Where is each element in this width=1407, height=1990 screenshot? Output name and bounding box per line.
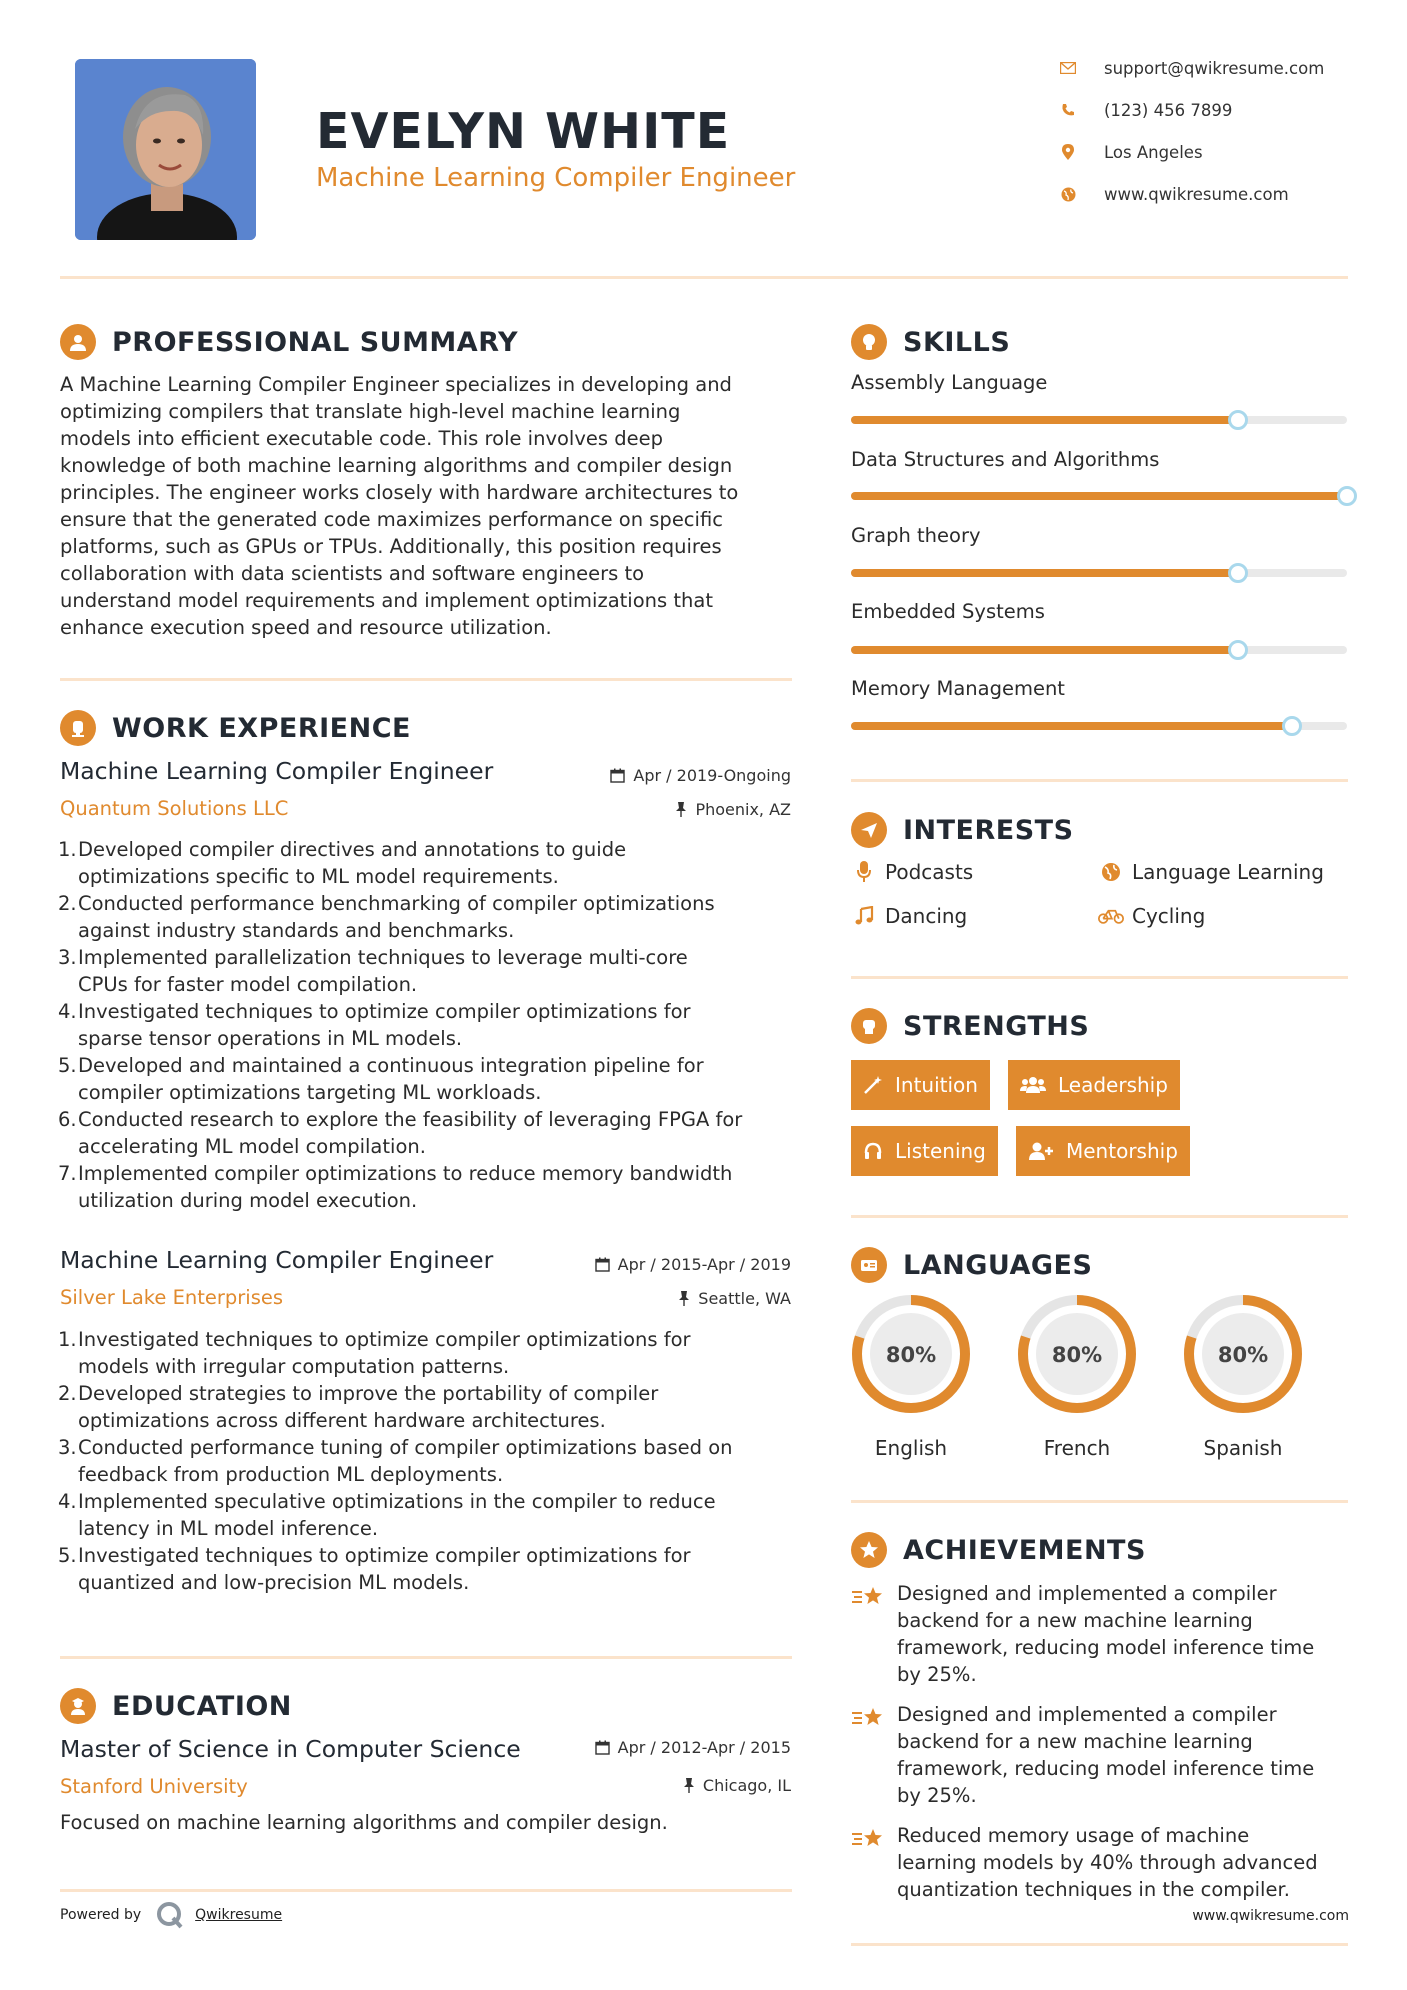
phone-text: (123) 456 7899: [1104, 100, 1233, 120]
pushpin-icon: [683, 1778, 695, 1793]
shooting-star-icon: [851, 1580, 887, 1688]
achievement-line: quantization techniques in the compiler.: [897, 1878, 1290, 1901]
interest-label: Language Learning: [1132, 860, 1324, 884]
interest-item: [1098, 904, 1205, 928]
footer-website[interactable]: www.qwikresume.com: [1192, 1908, 1349, 1924]
language-ring: [1015, 1292, 1139, 1416]
language-item: [1015, 1292, 1139, 1460]
list-item: [60, 1488, 800, 1542]
bullet-line: Implemented speculative optimizations in the compiler to reduce: [78, 1490, 716, 1513]
bicycle-icon: [1098, 907, 1124, 925]
interests-divider: [851, 976, 1348, 979]
achievements-heading: [851, 1532, 1146, 1568]
bullet-line: Conducted research to explore the feasibility of leveraging FPGA for: [78, 1108, 743, 1131]
job-title: Machine Learning Compiler Engineer: [60, 757, 494, 785]
achievement-text: [897, 1822, 1357, 1903]
contact-email[interactable]: [1058, 58, 1324, 78]
job-responsibilities: [60, 1326, 800, 1596]
footer-divider: [851, 1943, 1348, 1946]
education-title: EDUCATION: [112, 1690, 292, 1722]
contact-phone[interactable]: [1058, 100, 1232, 120]
job-responsibilities: [60, 836, 800, 1214]
calendar-icon: [595, 1257, 610, 1272]
summary-line: A Machine Learning Compiler Engineer specializes in developing and: [60, 373, 732, 396]
bullet-line: quantized and low-precision ML models.: [78, 1571, 470, 1594]
bullet-line: optimizations across different hardware architectures.: [78, 1409, 606, 1432]
bullet-line: Investigated techniques to optimize compiler optimizations for: [78, 1328, 691, 1351]
list-item: [60, 1326, 800, 1380]
bullet-line: Investigated techniques to optimize compiler optimizations for: [78, 1000, 691, 1023]
list-item: [60, 890, 800, 944]
summary-line: knowledge of both machine learning algorithms and compiler design: [60, 454, 733, 477]
bullet-line: Developed compiler directives and annotations to guide: [78, 838, 627, 861]
bullet-line: latency in ML model inference.: [78, 1517, 379, 1540]
pushpin-icon: [675, 802, 687, 817]
skill-bar: [851, 416, 1347, 424]
list-item: [60, 1542, 800, 1596]
paper-plane-icon: [851, 812, 887, 848]
list-item: [60, 1380, 800, 1434]
achievement-item: [851, 1701, 1357, 1809]
language-percent: 80%: [1217, 1343, 1269, 1367]
graduation-icon: [60, 1688, 96, 1724]
list-item: [60, 836, 800, 890]
skill-bar: [851, 569, 1347, 577]
map-pin-icon: [1058, 142, 1078, 162]
achievement-line: backend for a new machine learning: [897, 1730, 1253, 1753]
skill-bar-fill: [851, 722, 1292, 730]
bullet-line: Developed and maintained a continuous integration pipeline for: [78, 1054, 704, 1077]
skill-label: Memory Management: [851, 677, 1065, 700]
summary-title: PROFESSIONAL SUMMARY: [112, 326, 519, 358]
summary-line: collaboration with data scientists and software engineers to: [60, 562, 645, 585]
bullet-line: against industry standards and benchmarks.: [78, 919, 515, 942]
degree-title: Master of Science in Computer Science: [60, 1735, 521, 1763]
language-name: English: [874, 1436, 948, 1460]
language-name: French: [1043, 1436, 1111, 1460]
strength-label: Mentorship: [1066, 1139, 1178, 1163]
job-dates: [610, 766, 791, 785]
strength-chip: [1008, 1060, 1180, 1110]
language-percent: 80%: [885, 1343, 937, 1367]
candidate-name: EVELYN WHITE: [316, 103, 731, 160]
dates-text: Apr / 2015-Apr / 2019: [617, 1255, 791, 1274]
list-item: [60, 1052, 800, 1106]
microphone-icon: [851, 861, 877, 883]
globe-icon: [1098, 862, 1124, 882]
job-dates: [595, 1255, 791, 1274]
languages-heading: [851, 1247, 1092, 1283]
language-item: [1181, 1292, 1305, 1460]
header-divider: [60, 276, 1348, 279]
language-ring: [1181, 1292, 1305, 1416]
job-location: [678, 1289, 791, 1308]
education-note: Focused on machine learning algorithms and compiler design.: [60, 1811, 668, 1834]
interest-item: [1098, 860, 1324, 884]
star-badge-icon: [851, 1532, 887, 1568]
bullet-line: Developed strategies to improve the portability of compiler: [78, 1382, 659, 1405]
powered-by: [60, 1900, 282, 1930]
achievement-line: framework, reducing model inference time: [897, 1757, 1315, 1780]
skill-label: Embedded Systems: [851, 600, 1045, 623]
location-text: Phoenix, AZ: [695, 800, 791, 819]
bullet-line: accelerating ML model compilation.: [78, 1135, 426, 1158]
bullet-line: Implemented parallelization techniques to leverage multi-core: [78, 946, 688, 969]
headphones-icon: [863, 1141, 883, 1161]
achievement-line: backend for a new machine learning: [897, 1609, 1253, 1632]
skill-bar: [851, 492, 1347, 500]
achievement-text: [897, 1580, 1357, 1688]
dates-text: Apr / 2019-Ongoing: [633, 766, 791, 785]
summary-line: models into efficient executable code. This role involves deep: [60, 427, 663, 450]
fist-icon: [851, 1008, 887, 1044]
skill-label: Data Structures and Algorithms: [851, 448, 1160, 471]
location-text: Chicago, IL: [702, 1776, 791, 1795]
skill-bar-fill: [851, 569, 1238, 577]
shooting-star-icon: [851, 1822, 887, 1903]
contact-website[interactable]: [1058, 184, 1289, 204]
interests-heading: [851, 812, 1074, 848]
interest-label: Cycling: [1132, 904, 1206, 928]
job-location: [675, 800, 791, 819]
interest-item: [851, 860, 973, 884]
skills-heading: [851, 324, 1010, 360]
skill-bar-knob: [1228, 410, 1248, 430]
language-percent: 80%: [1051, 1343, 1103, 1367]
achievements-title: ACHIEVEMENTS: [903, 1534, 1146, 1566]
skill-bar-knob: [1337, 486, 1357, 506]
candidate-role: Machine Learning Compiler Engineer: [316, 163, 796, 193]
briefcase-icon: [60, 710, 96, 746]
company-name: Silver Lake Enterprises: [60, 1286, 284, 1309]
skill-label: Graph theory: [851, 524, 981, 547]
pushpin-icon: [678, 1291, 690, 1306]
list-item: [60, 1160, 800, 1214]
work-divider: [60, 1656, 792, 1659]
interest-label: Podcasts: [885, 860, 974, 884]
interests-title: INTERESTS: [903, 814, 1074, 846]
calendar-icon: [610, 768, 625, 783]
achievement-item: [851, 1580, 1357, 1688]
achievement-line: Reduced memory usage of machine: [897, 1824, 1250, 1847]
achievement-line: framework, reducing model inference time: [897, 1636, 1315, 1659]
id-card-icon: [851, 1247, 887, 1283]
users-icon: [1020, 1075, 1046, 1095]
list-item: [60, 1106, 800, 1160]
list-item: [60, 998, 800, 1052]
job-title: Machine Learning Compiler Engineer: [60, 1246, 494, 1274]
skill-bar-knob: [1228, 563, 1248, 583]
bullet-line: feedback from production ML deployments.: [78, 1463, 504, 1486]
strengths-heading: [851, 1008, 1089, 1044]
skill-bar-fill: [851, 646, 1238, 654]
strength-label: Leadership: [1058, 1073, 1168, 1097]
work-title: WORK EXPERIENCE: [112, 712, 411, 744]
education-dates: [595, 1738, 791, 1757]
achievement-item: [851, 1822, 1357, 1903]
bullet-line: models with irregular computation patterns.: [78, 1355, 510, 1378]
lightbulb-icon: [851, 324, 887, 360]
language-item: [849, 1292, 973, 1460]
user-plus-icon: [1028, 1141, 1054, 1161]
envelope-icon: [1058, 58, 1078, 78]
user-icon: [60, 324, 96, 360]
location-text: Los Angeles: [1104, 142, 1203, 162]
brand-link[interactable]: Qwikresume: [195, 1907, 283, 1923]
school-name: Stanford University: [60, 1775, 248, 1798]
strength-label: Intuition: [895, 1073, 978, 1097]
achievement-line: Designed and implemented a compiler: [897, 1582, 1277, 1605]
strengths-divider: [851, 1215, 1348, 1218]
globe-icon: [1058, 184, 1078, 204]
magic-wand-icon: [863, 1075, 883, 1095]
interest-item: [851, 904, 967, 928]
skill-label: Assembly Language: [851, 371, 1048, 394]
skill-bar-fill: [851, 492, 1347, 500]
email-text: support@qwikresume.com: [1104, 58, 1325, 78]
achievement-text: [897, 1701, 1357, 1809]
bullet-line: Conducted performance benchmarking of compiler optimizations: [78, 892, 715, 915]
education-heading: [60, 1688, 292, 1724]
qwikresume-logo-icon: [155, 1900, 185, 1930]
summary-line: ensure that the generated code maximizes performance on specific: [60, 508, 723, 531]
interest-label: Dancing: [885, 904, 968, 928]
summary-line: optimizing compilers that translate high-level machine learning: [60, 400, 681, 423]
strength-chip: [851, 1060, 990, 1110]
list-item: [60, 944, 800, 998]
skills-title: SKILLS: [903, 326, 1011, 358]
language-name: Spanish: [1203, 1436, 1283, 1460]
phone-icon: [1058, 100, 1078, 120]
website-text: www.qwikresume.com: [1104, 184, 1289, 204]
bullet-line: CPUs for faster model compilation.: [78, 973, 418, 996]
bullet-line: sparse tensor operations in ML models.: [78, 1027, 463, 1050]
contact-location: [1058, 142, 1203, 162]
achievement-line: by 25%.: [897, 1663, 977, 1686]
powered-by-label: Powered by: [60, 1907, 142, 1923]
achievement-line: by 25%.: [897, 1784, 977, 1807]
skill-bar-knob: [1282, 716, 1302, 736]
summary-line: platforms, such as GPUs or TPUs. Additionally, this position requires: [60, 535, 722, 558]
shooting-star-icon: [851, 1701, 887, 1809]
summary-line: enhance execution speed and resource utilization.: [60, 616, 552, 639]
summary-text: [60, 371, 738, 641]
strengths-title: STRENGTHS: [903, 1010, 1090, 1042]
company-name: Quantum Solutions LLC: [60, 797, 289, 820]
summary-divider: [60, 678, 792, 681]
skill-bar-knob: [1228, 640, 1248, 660]
bullet-line: compiler optimizations targeting ML workloads.: [78, 1081, 542, 1104]
languages-divider: [851, 1500, 1348, 1503]
skills-divider: [851, 779, 1348, 782]
skill-bar: [851, 646, 1347, 654]
dates-text: Apr / 2012-Apr / 2015: [617, 1738, 791, 1757]
work-heading: [60, 710, 411, 746]
bullet-line: Conducted performance tuning of compiler optimizations based on: [78, 1436, 733, 1459]
bullet-line: utilization during model execution.: [78, 1189, 418, 1212]
location-text: Seattle, WA: [698, 1289, 791, 1308]
skill-bar-fill: [851, 416, 1238, 424]
education-location: [683, 1776, 791, 1795]
bullet-line: Investigated techniques to optimize compiler optimizations for: [78, 1544, 691, 1567]
language-ring: [849, 1292, 973, 1416]
strength-chip: [851, 1126, 998, 1176]
skill-bar: [851, 722, 1347, 730]
profile-photo: [75, 59, 256, 240]
achievement-line: Designed and implemented a compiler: [897, 1703, 1277, 1726]
bullet-line: optimizations specific to ML model requirements.: [78, 865, 559, 888]
education-divider: [60, 1889, 792, 1892]
strength-chip: [1016, 1126, 1190, 1176]
summary-heading: [60, 324, 518, 360]
summary-line: principles. The engineer works closely with hardware architectures to: [60, 481, 739, 504]
bullet-line: Implemented compiler optimizations to reduce memory bandwidth: [78, 1162, 733, 1185]
calendar-icon: [595, 1740, 610, 1755]
summary-line: understand model requirements and implement optimizations that: [60, 589, 713, 612]
languages-title: LANGUAGES: [903, 1249, 1093, 1281]
strength-label: Listening: [895, 1139, 986, 1163]
music-note-icon: [851, 906, 877, 926]
achievement-line: learning models by 40% through advanced: [897, 1851, 1318, 1874]
list-item: [60, 1434, 800, 1488]
